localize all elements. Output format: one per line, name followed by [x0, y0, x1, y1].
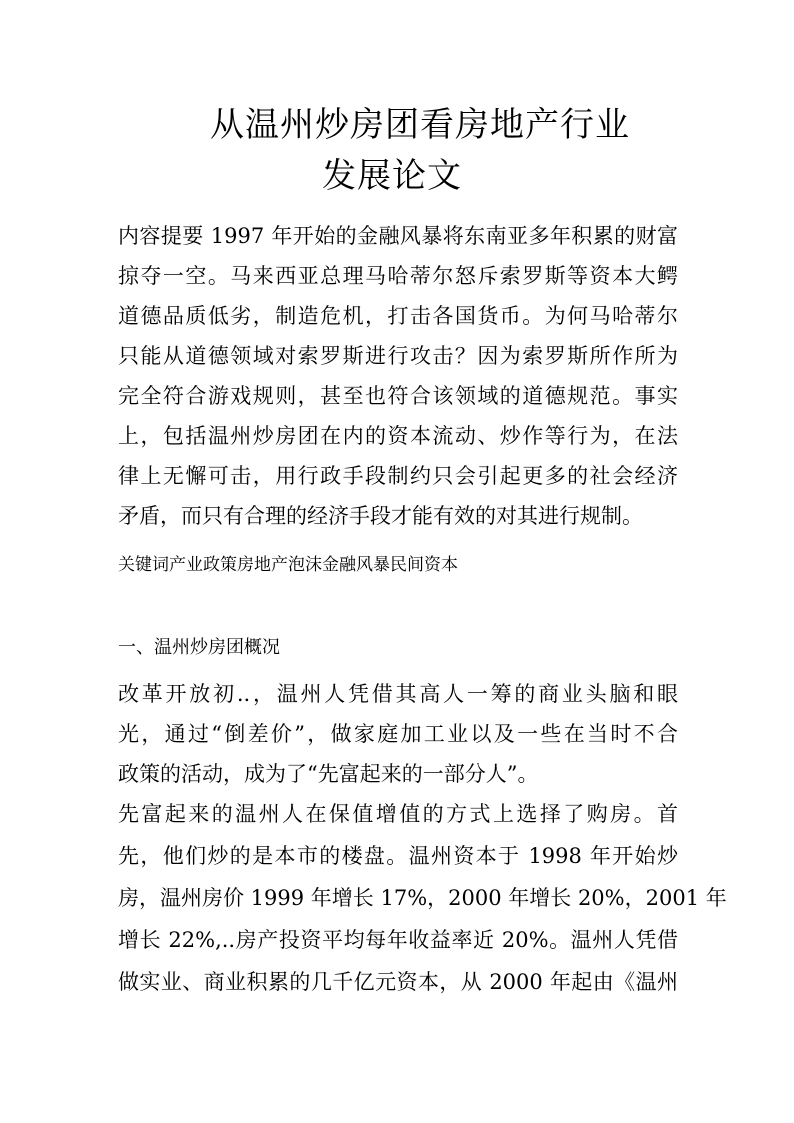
- keywords: 关键词产业政策房地产泡沫金融风暴民间资本: [118, 555, 458, 575]
- abstract-line: 掠夺一空。马来西亚总理马哈蒂尔怒斥索罗斯等资本大鳄: [118, 264, 678, 288]
- abstract-line: 律上无懈可击，用行政手段制约只会引起更多的社会经济: [118, 464, 678, 488]
- abstract-line: 矛盾，而只有合理的经济手段才能有效的对其进行规制。: [118, 504, 643, 528]
- document-title-line-1: 从温州炒房团看房地产行业: [210, 105, 630, 145]
- body-line: 先，他们炒的是本市的楼盘。温州资本于 1998 年开始炒: [118, 844, 678, 868]
- body-line: 增长 22%,..房产投资平均每年收益率近 20%。温州人凭借: [118, 928, 678, 952]
- body-line: 先富起来的温州人在保值增值的方式上选择了购房。首: [118, 802, 678, 826]
- body-line: 光，通过“倒差价”，做家庭加工业以及一些在当时不合: [118, 722, 678, 746]
- abstract-line: 道德品质低劣，制造危机，打击各国货币。为何马哈蒂尔: [118, 304, 678, 328]
- abstract-line: 只能从道德领域对索罗斯进行攻击？因为索罗斯所作所为: [118, 344, 678, 368]
- abstract-line: 完全符合游戏规则，甚至也符合该领域的道德规范。事实: [118, 384, 678, 408]
- abstract-line: 上，包括温州炒房团在内的资本流动、炒作等行为，在法: [118, 424, 678, 448]
- body-line: 房，温州房价 1999 年增长 17%，2000 年增长 20%，2001 年: [118, 886, 727, 910]
- body-line: 做实业、商业积累的几千亿元资本，从 2000 年起由《温州: [118, 970, 678, 994]
- body-line: 改革开放初..，温州人凭借其高人一筹的商业头脑和眼: [118, 682, 678, 706]
- abstract-line: 内容提要 1997 年开始的金融风暴将东南亚多年积累的财富: [118, 224, 678, 248]
- body-line: 政策的活动，成为了“先富起来的一部分人”。: [118, 762, 539, 786]
- document-title-line-2: 发展论文: [322, 156, 462, 196]
- section-heading: 一、温州炒房团概况: [118, 637, 280, 658]
